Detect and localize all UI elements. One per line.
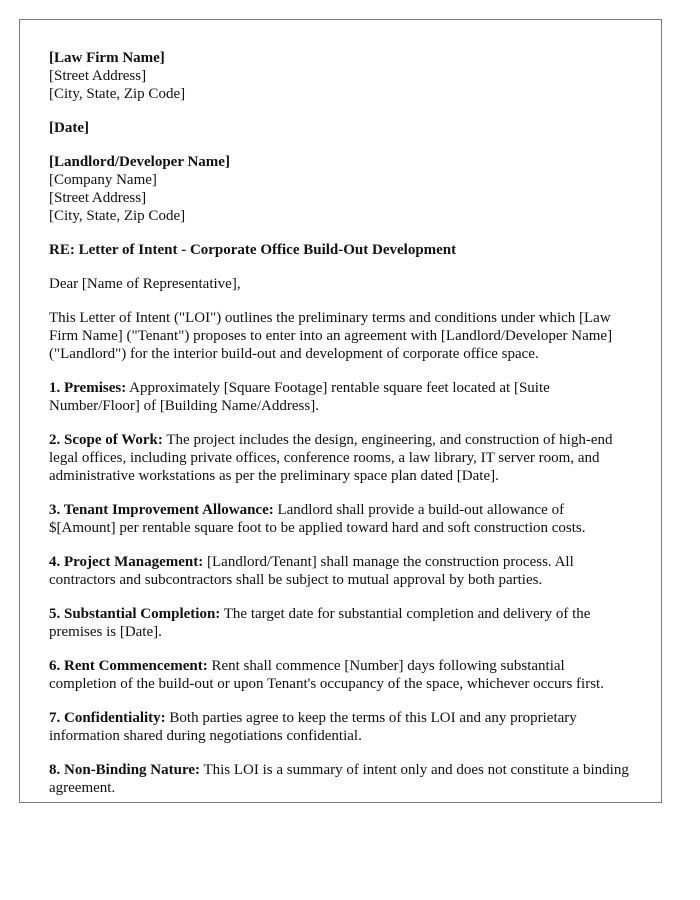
clause-title: 8. Non-Binding Nature:: [49, 762, 200, 778]
recipient-street: [Street Address]: [49, 190, 147, 206]
clause-tenant-improvement-allowance: [49, 501, 634, 537]
clause-text: [Landlord/Tenant] shall manage the construction process. All contractors and subcontractors shall be subject to mutual approval by both parties.: [49, 554, 574, 588]
sender-address: [49, 49, 634, 103]
letter-page: [19, 19, 662, 803]
sender-firm-name: [Law Firm Name]: [49, 50, 165, 66]
recipient-city-state-zip: [City, State, Zip Code]: [49, 208, 186, 224]
clause-project-management: [49, 553, 634, 589]
subject-line: RE: Letter of Intent - Corporate Office Build-Out Development: [49, 242, 457, 258]
clause-title: 7. Confidentiality:: [49, 710, 166, 726]
clause-scope-of-work: [49, 431, 634, 485]
clause-substantial-completion: [49, 605, 634, 641]
clause-premises: [49, 379, 634, 415]
clause-title: 5. Substantial Completion:: [49, 606, 221, 622]
clause-confidentiality: [49, 709, 634, 745]
sender-street: [Street Address]: [49, 68, 147, 84]
sender-city-state-zip: [City, State, Zip Code]: [49, 86, 186, 102]
intro-paragraph: This Letter of Intent ("LOI") outlines the preliminary terms and conditions under which [Law Firm Name] ("Tenant") proposes to enter into an agreement with [Landlord/Developer Name] ("Landlord") for the interior build-out and development of corporate office space.: [49, 310, 613, 362]
clause-rent-commencement: [49, 657, 634, 693]
clause-title: 3. Tenant Improvement Allowance:: [49, 502, 274, 518]
letter-date: [Date]: [49, 120, 89, 136]
clause-title: 6. Rent Commencement:: [49, 658, 208, 674]
clause-text: Both parties agree to keep the terms of this LOI and any proprietary information shared during negotiations confidential.: [49, 710, 577, 744]
salutation: Dear [Name of Representative],: [49, 276, 241, 292]
clause-text: This LOI is a summary of intent only and does not constitute a binding agreement.: [49, 762, 629, 796]
clause-text: Approximately [Square Footage] rentable square feet located at [Suite Number/Floor] of [Building Name/Address].: [49, 380, 550, 414]
recipient-company: [Company Name]: [49, 172, 157, 188]
clause-title: 4. Project Management:: [49, 554, 204, 570]
recipient-name: [Landlord/Developer Name]: [49, 154, 230, 170]
clause-title: 2. Scope of Work:: [49, 432, 163, 448]
clause-title: 1. Premises:: [49, 380, 127, 396]
clause-text: Rent shall commence [Number] days following substantial completion of the build-out or upon Tenant's occupancy of the space, whichever occurs first.: [49, 658, 604, 692]
clause-text: The project includes the design, engineering, and construction of high-end legal offices, including private offices, conference rooms, a law library, IT server room, and administrative workstations as per the preliminary space plan dated [Date].: [49, 432, 613, 484]
letter-content: [49, 49, 634, 803]
clause-text: The target date for substantial completion and delivery of the premises is [Date].: [49, 606, 591, 640]
recipient-address: [49, 153, 634, 225]
clause-non-binding-nature: [49, 761, 634, 797]
clause-text: Landlord shall provide a build-out allowance of $[Amount] per rentable square foot to be applied toward hard and soft construction costs.: [49, 502, 586, 536]
